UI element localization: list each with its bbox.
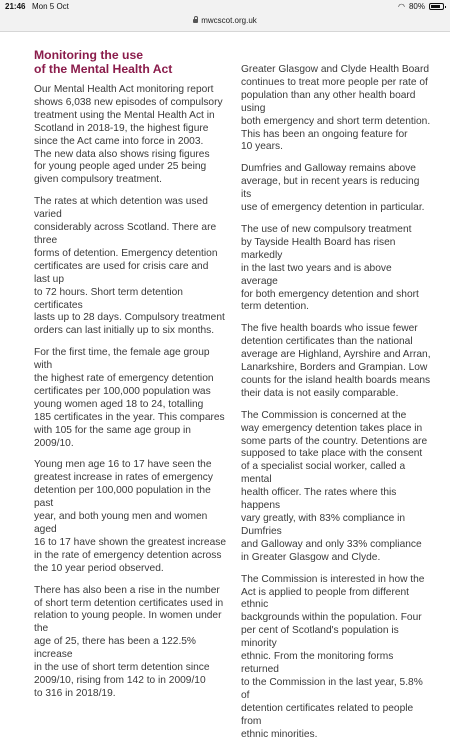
article-paragraph: The Commission is interested in how the Act is applied to people from different ethnic backgrounds within the population. Four per cent of Scotland's population is minority ethnic. From the monitoring forms returned to the Commission in the last year, 5.8% of detention certificates related to people from ethnic minorities. [241,573,425,740]
article-paragraph: For the first time, the female age group with the highest rate of emergency detention certificates per 100,000 population was young women aged 18 to 24, totalling 185 certificates in the year. This compares with 105 for the same age group in 2009/10. [34,347,225,449]
lock-icon [193,19,198,23]
battery-icon [429,3,444,10]
heading-text: Monitoring the use of the Mental Health Act [34,48,173,76]
status-bar [0,0,450,14]
article-paragraph: Greater Glasgow and Clyde Health Board continues to treat more people per rate of population than any other health board using both emergency and short term detention. This has been an ongoing feature for 10 years. [241,64,431,153]
article-left-column [34,48,226,710]
article-paragraph: Young men age 16 to 17 have seen the greatest increase in rates of emergency detention per 100,000 population in the past year, and both young men and women aged 16 to 17 have shown the greatest increase in the rate of emergency detention across the 10 year period observed. [34,459,226,574]
article-paragraph: Our Mental Health Act monitoring report shows 6,038 new episodes of compulsory treatment using the Mental Health Act in Scotland in 2018-19, the highest figure since the Act came into force in 2003. The new data also shows rising figures for young people aged under 25 being given compulsory treatment. [34,84,223,186]
status-date: Mon 5 Oct [32,2,69,11]
battery-percent: 80% [408,2,425,11]
address-bar[interactable] [0,14,450,32]
article-paragraph: The rates at which detention was used varied considerably across Scotland. There are three forms of detention. Emergency detention certificates are used for crisis care and last up to 72 hours. Short term detention certificates lasts up to 28 days. Compulsory treatment orders can last initially up to six months. [34,196,225,337]
article-paragraph: The use of new compulsory treatment by Tayside Health Board has risen markedly in the last two years and is above average for both emergency detention and short term detention. [241,223,419,313]
url-text: mwcscot.org.uk [201,16,257,25]
status-right [398,2,444,11]
wifi-icon: ◠ [398,2,405,11]
status-time: 21:46 [5,2,26,11]
article-paragraph: The five health boards who issue fewer detention certificates than the national average are Highland, Ayrshire and Arran, Lanarkshire, Borders and Grampian. Low counts for the island health boards means their data is not easily comparable. [241,323,431,399]
article-right-column [241,64,431,750]
article-heading [34,48,226,76]
article-paragraph: The Commission is concerned at the way emergency detention takes place in some parts of the country. Detentions are supposed to take place with the consent of a specialist social worker, called a mental health officer. The rates where this happens vary greatly, with 83% compliance in Dumfries and Galloway and only 33% compliance in Greater Glasgow and Clyde. [241,409,428,563]
article-paragraph: There has also been a rise in the number of short term detention certificates used in relation to young people. In women under the age of 25, there has been a 122.5% increase in the use of short term detention since 2009/10, rising from 142 to in 2009/10 to 316 in 2018/19. [34,584,224,699]
article-paragraph: Dumfries and Galloway remains above average, but in recent years is reducing its use of emergency detention in particular. [241,163,425,214]
battery-fill [431,5,440,8]
